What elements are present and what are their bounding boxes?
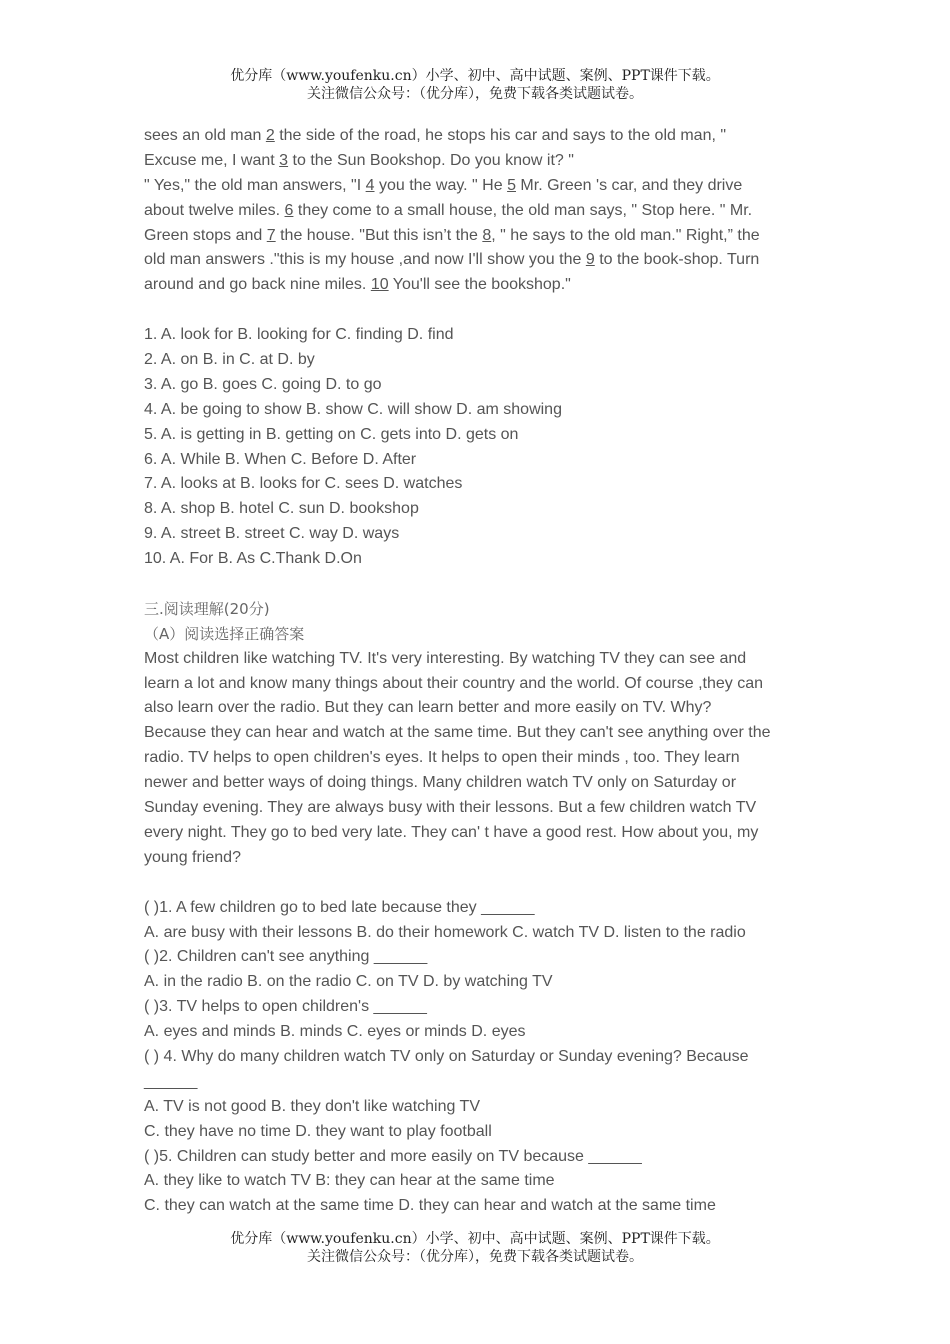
blank-number: 9: [585, 251, 595, 269]
question-line: ( )3. TV helps to open children's ______: [144, 998, 427, 1016]
cloze-text: , " he says to the old man." Right,” the: [491, 226, 760, 244]
page-header: [0, 67, 950, 103]
option-line: 9. A. street B. street C. way D. ways: [144, 525, 400, 543]
passage-line: radio. TV helps to open children's eyes. It helps to open their minds , too. They learn: [144, 749, 740, 767]
cloze-text: Excuse me, I want: [144, 151, 280, 169]
passage-line: every night. They go to bed very late. They can' t have a good rest. How about you, my: [144, 823, 759, 841]
passage-line: also learn over the radio. But they can learn better and more easily on TV. Why?: [144, 699, 712, 717]
cloze-line: [144, 248, 808, 273]
cloze-text: sees an old man: [144, 127, 266, 144]
question-line: ( ) 4. Why do many children watch TV only on Saturday or Sunday evening? Because: [144, 1047, 749, 1065]
question-line: C. they can watch at the same time D. they can hear and watch at the same time: [144, 1197, 716, 1215]
cloze-text: Mr. Green 's car, and they drive: [515, 176, 743, 194]
cloze-passage: [144, 124, 808, 298]
cloze-text: the house. "But this isn’t the: [275, 226, 483, 244]
cloze-text: You'll see the bookshop.": [388, 276, 571, 294]
option-line: 10. A. For B. As C.Thank D.On: [144, 550, 362, 568]
blank-number: 7: [266, 226, 276, 244]
document-body: [144, 124, 808, 1219]
blank-number: 4: [365, 176, 375, 194]
option-line: 7. A. looks at B. looks for C. sees D. watches: [144, 475, 463, 493]
option-line: 6. A. While B. When C. Before D. After: [144, 450, 417, 468]
cloze-text: old man answers ."this is my house ,and now I'll show you the: [144, 251, 586, 269]
cloze-text: about twelve miles.: [144, 201, 285, 219]
blank-number: 5: [507, 176, 516, 194]
question-line: A. in the radio B. on the radio C. on TV D. by watching TV: [144, 973, 553, 991]
option-line: 3. A. go B. goes C. going D. to go: [144, 375, 382, 393]
blank-number: 6: [284, 201, 294, 219]
header-line-2: 关注微信公众号：（优分库），免费下载各类试题试卷。: [307, 86, 643, 102]
question-line: A. they like to watch TV B: they can hear at the same time: [144, 1172, 555, 1190]
cloze-line: [144, 174, 808, 199]
cloze-text: you the way. " He: [374, 176, 508, 194]
cloze-line: [144, 124, 808, 149]
section-title: 三.阅读理解(20分): [144, 599, 270, 618]
cloze-text: they come to a small house, the old man says, " Stop here. " Mr.: [293, 201, 753, 219]
option-line: 8. A. shop B. hotel C. sun D. bookshop: [144, 500, 419, 518]
question-line: ( )2. Children can't see anything ______: [144, 948, 428, 966]
passage-line: learn a lot and know many things about their country and the world. Of course ,they can: [144, 674, 764, 692]
passage-line: newer and better ways of doing things. Many children watch TV only on Saturday or: [144, 774, 737, 792]
footer-line-2: 关注微信公众号：（优分库），免费下载各类试题试卷。: [307, 1249, 643, 1265]
option-line: 2. A. on B. in C. at D. by: [144, 351, 315, 369]
option-line: 4. A. be going to show B. show C. will show D. am showing: [144, 400, 562, 418]
reading-passage: [144, 647, 808, 871]
cloze-text: the side of the road, he stops his car and says to the old man, ": [274, 127, 727, 144]
blank-number: 2: [265, 127, 275, 144]
question-line: A. TV is not good B. they don't like watching TV: [144, 1097, 480, 1115]
blank-number: 8: [482, 226, 492, 244]
passage-line: Most children like watching TV. It's very interesting. By watching TV they can see and: [144, 649, 747, 667]
question-line: ( )1. A few children go to bed late because they ______: [144, 898, 535, 916]
question-line: ______: [144, 1072, 198, 1090]
cloze-text: to the Sun Bookshop. Do you know it? ": [288, 151, 574, 169]
option-line: 5. A. is getting in B. getting on C. gets into D. gets on: [144, 425, 519, 443]
passage-line: Sunday evening. They are always busy with their lessons. But a few children watch TV: [144, 799, 757, 817]
cloze-text: to the book-shop. Turn: [594, 251, 760, 269]
passage-line: young friend?: [144, 848, 241, 866]
option-line: 1. A. look for B. looking for C. finding D. find: [144, 326, 454, 344]
cloze-line: [144, 273, 808, 298]
question-line: ( )5. Children can study better and more easily on TV because ______: [144, 1147, 642, 1165]
sub-title: （A）阅读选择正确答案: [144, 624, 305, 643]
cloze-text: " Yes," the old man answers, "I: [144, 176, 366, 194]
question-line: A. are busy with their lessons B. do their homework C. watch TV D. listen to the radio: [144, 923, 746, 941]
blank-number: 10: [370, 276, 389, 294]
cloze-text: around and go back nine miles.: [144, 276, 371, 294]
question-line: C. they have no time D. they want to play football: [144, 1122, 492, 1140]
cloze-line: [144, 199, 808, 224]
reading-questions: [144, 896, 808, 1220]
cloze-line: [144, 224, 808, 249]
footer-line-1: 优分库（www.youfenku.cn）小学、初中、高中试题、案例、PPT课件下载。: [230, 1231, 720, 1247]
cloze-line: [144, 149, 808, 174]
passage-line: Because they can hear and watch at the same time. But they can't see anything over the: [144, 724, 771, 742]
page-footer: [0, 1230, 950, 1266]
cloze-options: [144, 323, 808, 572]
header-line-1: 优分库（www.youfenku.cn）小学、初中、高中试题、案例、PPT课件下载。: [230, 68, 720, 84]
question-line: A. eyes and minds B. minds C. eyes or minds D. eyes: [144, 1023, 526, 1041]
blank-number: 3: [279, 151, 289, 169]
cloze-text: Green stops and: [144, 226, 267, 244]
